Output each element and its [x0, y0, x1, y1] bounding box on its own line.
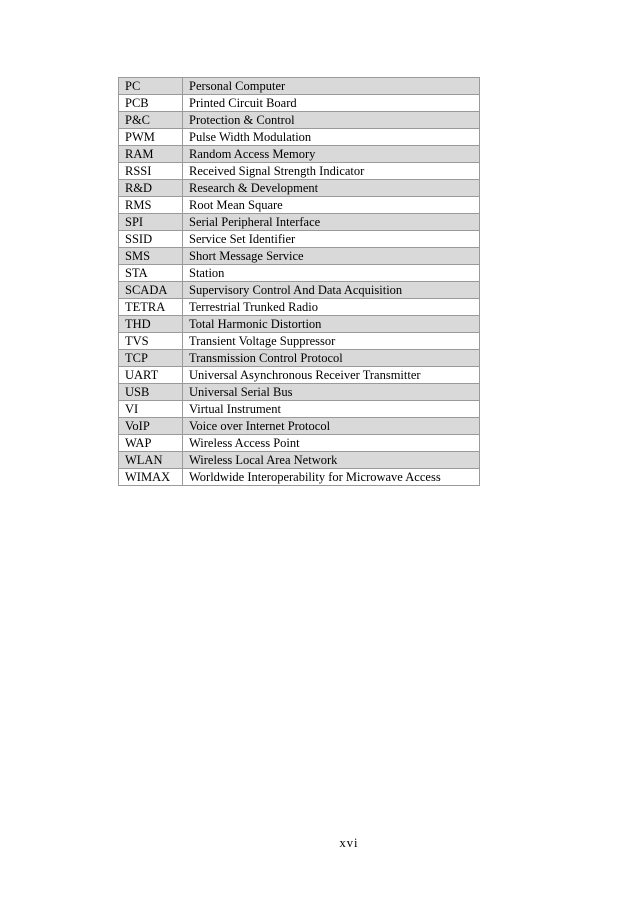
table-row	[119, 401, 480, 418]
table-row	[119, 418, 480, 435]
abbreviation-cell: TETRA	[119, 299, 183, 316]
table-row	[119, 384, 480, 401]
meaning-cell: Universal Serial Bus	[183, 384, 480, 401]
table-row	[119, 231, 480, 248]
abbreviation-cell: STA	[119, 265, 183, 282]
table-row	[119, 197, 480, 214]
meaning-cell: Personal Computer	[183, 78, 480, 95]
abbreviation-cell: VI	[119, 401, 183, 418]
table-row	[119, 367, 480, 384]
table-row	[119, 299, 480, 316]
abbreviation-cell: PCB	[119, 95, 183, 112]
meaning-cell: Protection & Control	[183, 112, 480, 129]
meaning-cell: Printed Circuit Board	[183, 95, 480, 112]
table-row	[119, 214, 480, 231]
abbreviation-cell: WAP	[119, 435, 183, 452]
table-row	[119, 163, 480, 180]
table-row	[119, 180, 480, 197]
meaning-cell: Station	[183, 265, 480, 282]
abbreviation-cell: THD	[119, 316, 183, 333]
abbreviation-cell: PWM	[119, 129, 183, 146]
meaning-cell: Research & Development	[183, 180, 480, 197]
table-row	[119, 333, 480, 350]
table-row	[119, 112, 480, 129]
meaning-cell: Short Message Service	[183, 248, 480, 265]
table-row	[119, 350, 480, 367]
abbreviations-table	[118, 77, 480, 486]
meaning-cell: Serial Peripheral Interface	[183, 214, 480, 231]
abbreviation-cell: SSID	[119, 231, 183, 248]
abbreviation-cell: TVS	[119, 333, 183, 350]
abbreviation-cell: WLAN	[119, 452, 183, 469]
abbreviation-cell: VoIP	[119, 418, 183, 435]
abbreviation-cell: USB	[119, 384, 183, 401]
abbreviation-cell: SPI	[119, 214, 183, 231]
abbreviation-cell: WIMAX	[119, 469, 183, 486]
abbreviation-cell: RMS	[119, 197, 183, 214]
meaning-cell: Total Harmonic Distortion	[183, 316, 480, 333]
abbreviation-cell: RSSI	[119, 163, 183, 180]
meaning-cell: Service Set Identifier	[183, 231, 480, 248]
meaning-cell: Voice over Internet Protocol	[183, 418, 480, 435]
table-row	[119, 452, 480, 469]
meaning-cell: Transient Voltage Suppressor	[183, 333, 480, 350]
table-row	[119, 282, 480, 299]
meaning-cell: Pulse Width Modulation	[183, 129, 480, 146]
abbreviation-cell: RAM	[119, 146, 183, 163]
abbreviations-table-body	[119, 78, 480, 486]
meaning-cell: Virtual Instrument	[183, 401, 480, 418]
table-row	[119, 248, 480, 265]
abbreviation-cell: UART	[119, 367, 183, 384]
meaning-cell: Root Mean Square	[183, 197, 480, 214]
table-row	[119, 435, 480, 452]
table-row	[119, 95, 480, 112]
page-number: xvi	[339, 836, 359, 850]
table-row	[119, 469, 480, 486]
meaning-cell: Random Access Memory	[183, 146, 480, 163]
abbreviation-cell: TCP	[119, 350, 183, 367]
meaning-cell: Supervisory Control And Data Acquisition	[183, 282, 480, 299]
meaning-cell: Transmission Control Protocol	[183, 350, 480, 367]
abbreviation-cell: SCADA	[119, 282, 183, 299]
abbreviation-cell: R&D	[119, 180, 183, 197]
table-row	[119, 146, 480, 163]
meaning-cell: Worldwide Interoperability for Microwave Access	[183, 469, 480, 486]
meaning-cell: Wireless Access Point	[183, 435, 480, 452]
meaning-cell: Terrestrial Trunked Radio	[183, 299, 480, 316]
table-row	[119, 316, 480, 333]
table-row	[119, 265, 480, 282]
meaning-cell: Received Signal Strength Indicator	[183, 163, 480, 180]
table-row	[119, 78, 480, 95]
table-row	[119, 129, 480, 146]
abbreviation-cell: PC	[119, 78, 183, 95]
meaning-cell: Universal Asynchronous Receiver Transmitter	[183, 367, 480, 384]
abbreviation-cell: SMS	[119, 248, 183, 265]
meaning-cell: Wireless Local Area Network	[183, 452, 480, 469]
abbreviation-cell: P&C	[119, 112, 183, 129]
